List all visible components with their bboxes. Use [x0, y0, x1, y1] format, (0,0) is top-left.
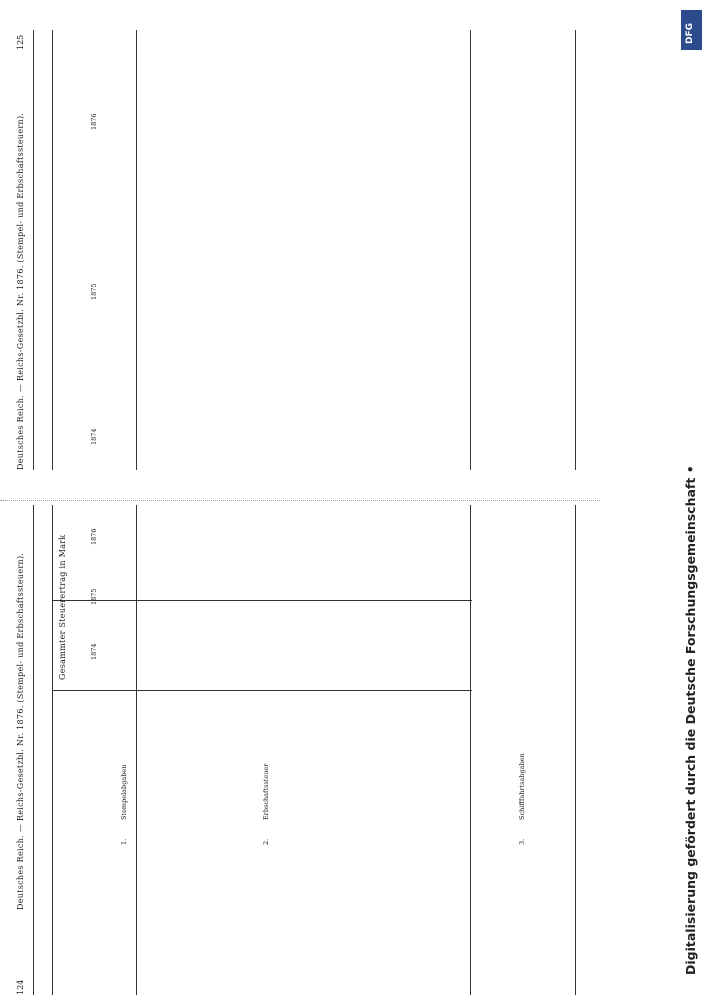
left-section-1-title: Stempelabgaben	[120, 764, 128, 820]
dfg-logo: DFG	[681, 10, 702, 50]
left-section-1-num: 1.	[120, 838, 128, 845]
left-page-number: 124	[16, 979, 25, 995]
right-page-number: 125	[16, 34, 25, 50]
left-table-caption: Gesammter Steuerertrag in Mark	[58, 534, 67, 680]
right-page-header: Deutsches Reich. — Reichs-Gesetzbl. Nr. 1876. (Stempel- und Erbschaftssteuern).	[16, 112, 25, 470]
right-year-3: 1876	[90, 113, 98, 130]
left-section-2-title: Erbschaftssteuer	[262, 763, 270, 820]
left-year-1: 1874	[90, 643, 98, 660]
left-section-3-title: Schifffahrtsabgaben	[518, 753, 526, 820]
digitization-credit: Digitalisierung gefördert durch die Deutsche Forschungsgemeinschaft •	[683, 465, 698, 975]
left-page-header: Deutsches Reich. — Reichs-Gesetzbl. Nr. 1876. (Stempel- und Erbschaftssteuern).	[16, 552, 25, 910]
left-section-3-num: 3.	[518, 838, 526, 845]
right-year-2: 1875	[90, 283, 98, 300]
left-year-3: 1876	[90, 528, 98, 545]
left-year-2: 1875	[90, 588, 98, 605]
page-gutter	[0, 500, 600, 501]
right-year-1: 1874	[90, 428, 98, 445]
left-section-2-num: 2.	[262, 838, 270, 845]
